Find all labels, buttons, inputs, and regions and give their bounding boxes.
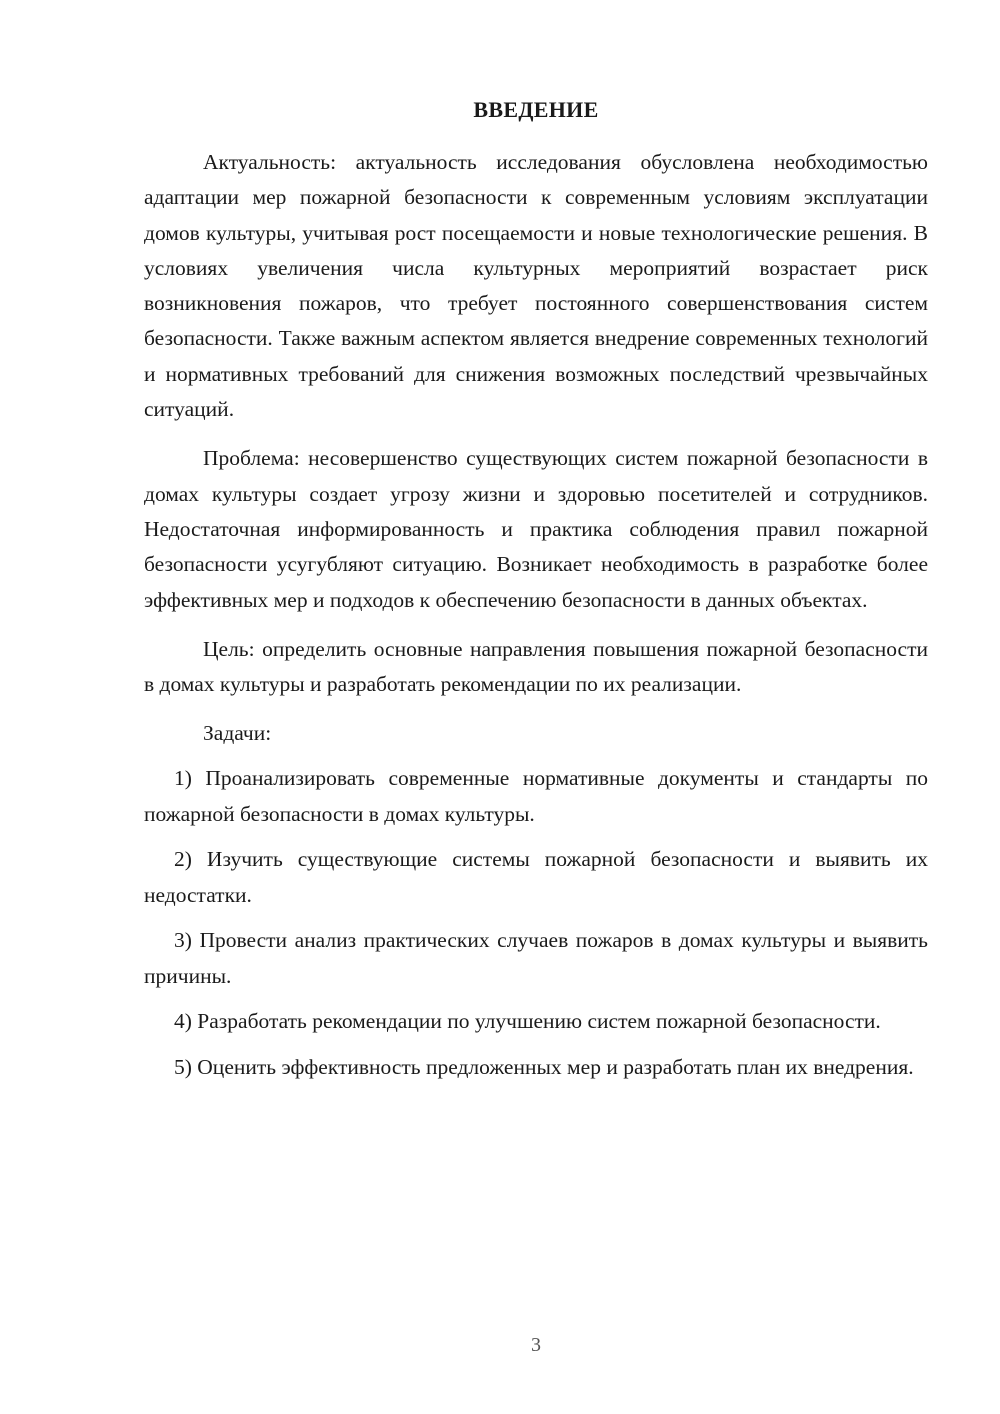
paragraph-relevance: Актуальность: актуальность исследования обусловлена необходимостью адаптации мер пожарной безопасности к современным условиям эксплуатации домов культуры, учитывая рост посещаемости и новые технологические решения. В условиях увеличения числа культурных мероприятий возрастает риск возникновения пожаров, что требует постоянного совершенствования систем безопасности. Также важным аспектом является внедрение современных технологий и нормативных требований для снижения возможных последствий чрезвычайных ситуаций. <box>144 150 928 422</box>
task-item-3: 3) Провести анализ практических случаев пожаров в домах культуры и выявить причины. <box>144 928 928 988</box>
page-title: ВВЕДЕНИЕ <box>473 97 599 122</box>
document-page <box>144 95 928 1095</box>
task-item-5: 5) Оценить эффективность предложенных мер и разработать план их внедрения. <box>174 1054 914 1079</box>
task-item-1: 1) Проанализировать современные нормативные документы и стандарты по пожарной безопасности в домах культуры. <box>144 766 928 826</box>
paragraph-goal: Цель: определить основные направления повышения пожарной безопасности в домах культуры и разработать рекомендации по их реализации. <box>144 636 928 697</box>
paragraph-problem: Проблема: несовершенство существующих систем пожарной безопасности в домах культуры создает угрозу жизни и здоровью посетителей и сотрудников. Недостаточная информированность и практика соблюдения правил пожарной безопасности усугубляют ситуацию. Возникает необходимость в разработке более эффективных мер и подходов к обеспечению безопасности в данных объектах. <box>144 446 928 612</box>
task-item-4: 4) Разработать рекомендации по улучшению систем пожарной безопасности. <box>174 1009 881 1034</box>
task-item-2: 2) Изучить существующие системы пожарной безопасности и выявить их недостатки. <box>144 847 928 907</box>
page-number: 3 <box>531 1334 541 1356</box>
tasks-label: Задачи: <box>203 721 272 746</box>
